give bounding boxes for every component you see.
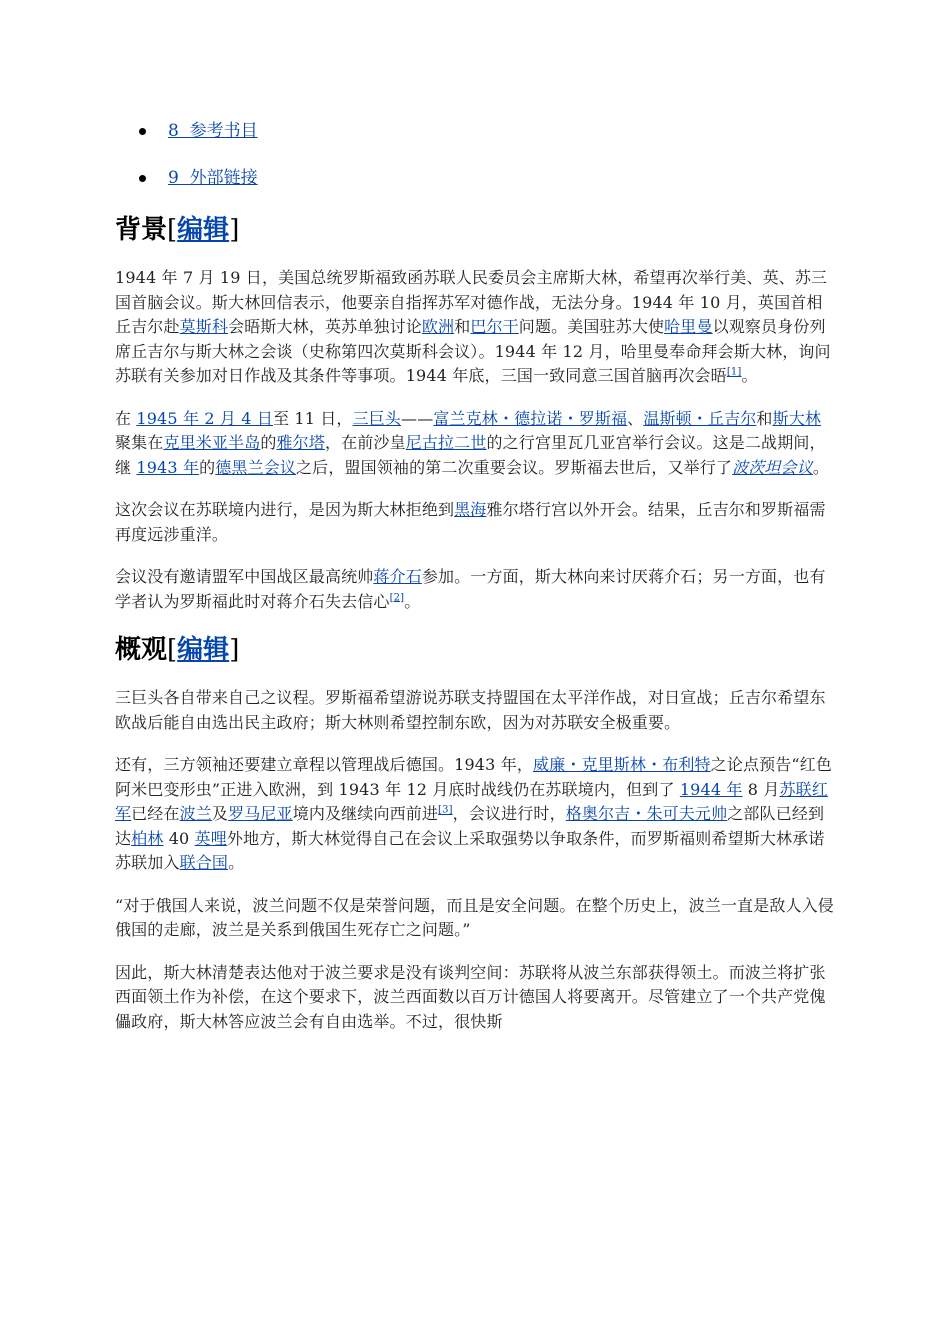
inline-link[interactable]: 富兰克林・德拉诺・罗斯福 <box>433 408 628 428</box>
inline-link[interactable]: 德黑兰会议 <box>215 457 297 477</box>
paragraph <box>115 565 835 614</box>
inline-link[interactable]: 英哩 <box>194 828 227 848</box>
text-run: 1944 年 7 月 19 日，美国总统罗斯福致函苏联人民委员会主席斯大林，希望再次举行美、英、苏三国首脑会议。斯大林回信表示，他要亲自指挥苏军对德作战，无法分身。1944 年 10 月，英国首相丘吉尔赴 <box>115 268 828 336</box>
inline-link[interactable]: 巴尔干 <box>470 317 519 336</box>
paragraph <box>115 961 835 1035</box>
inline-link[interactable]: 苏联红军 <box>115 779 828 823</box>
section-heading-background: 背景[编辑] <box>115 215 240 245</box>
inline-link[interactable]: 联合国 <box>179 853 229 872</box>
toc-item[interactable] <box>115 165 835 191</box>
inline-link[interactable]: 斯大林 <box>772 408 821 428</box>
text-run: 还有，三方领袖还要建立章程以管理战后德国。1943 年， <box>115 755 534 774</box>
text-run: 、 <box>627 408 644 428</box>
inline-link[interactable]: 欧洲 <box>421 317 455 336</box>
table-of-contents <box>115 118 835 191</box>
text-run: 以观察员身份列席丘吉尔与斯大林之会谈（史称第四次莫斯科会议）。1944 年 12 月，哈里曼奉命拜会斯大林，询问苏联有关参加对日作战及其条件等事项。1944 年底，三国一致同意三国首脑再次会晤 <box>115 317 831 385</box>
text-run: 境内及继续向西前进 <box>292 804 439 823</box>
paragraph <box>115 894 835 943</box>
section-body-overview <box>115 686 835 1034</box>
paragraph <box>115 686 835 735</box>
text-run: 这次会议在苏联境内进行，是因为斯大林拒绝到 <box>115 500 455 519</box>
text-run: 至 11 日， <box>273 408 353 428</box>
text-run: 雅尔塔行宫以外开会。结果，丘吉尔和罗斯福需再度远涉重洋。 <box>115 500 826 544</box>
edit-link[interactable]: 编辑 <box>177 215 230 245</box>
text-run: 。 <box>812 457 830 477</box>
citation <box>727 367 742 378</box>
bullet-icon <box>139 128 146 135</box>
inline-link[interactable]: 威廉・克里斯林・布利特 <box>533 755 711 774</box>
inline-link[interactable]: 黑海 <box>454 500 487 519</box>
inline-link[interactable]: 1943 年 <box>136 457 200 477</box>
inline-link[interactable]: 1944 年 <box>679 779 743 799</box>
text-run: 的 <box>199 457 216 477</box>
text-run: 会议没有邀请盟军中国战区最高统帅 <box>115 567 374 586</box>
edit-link[interactable]: 编辑 <box>177 635 230 665</box>
text-run: 会晤斯大林，英苏单独讨论 <box>228 317 422 336</box>
text-run: 及 <box>211 804 229 823</box>
text-run: 参加。一方面，斯大林向来讨厌蒋介石；另一方面，也有学者认为罗斯福此时对蒋介石失去信心 <box>115 567 826 611</box>
inline-link[interactable]: 蒋介石 <box>373 567 422 586</box>
text-run: 。 <box>741 366 758 385</box>
text-run: 之部队已经到达 <box>115 804 825 848</box>
article-body <box>115 118 835 1052</box>
citation-link[interactable]: [1] <box>726 366 742 378</box>
inline-link[interactable]: 柏林 <box>131 828 164 848</box>
paragraph <box>115 498 835 547</box>
text-run: 外地方，斯大林觉得自己在会议上采取强势以争取条件，而罗斯福则希望斯大林承诺苏联加入 <box>115 828 825 872</box>
text-run: 的 <box>260 433 277 452</box>
text-run: 40 <box>163 828 195 848</box>
inline-link[interactable]: 哈里曼 <box>664 317 713 336</box>
inline-link[interactable]: 温斯顿・丘吉尔 <box>643 408 757 428</box>
paragraph <box>115 266 835 389</box>
citation <box>438 805 453 816</box>
paragraph <box>115 407 835 481</box>
text-run: 8 月 <box>742 779 780 799</box>
paragraph <box>115 753 835 876</box>
text-run: 已经在 <box>131 804 180 823</box>
text-run: 。 <box>404 591 421 611</box>
section-heading-overview: 概观[编辑] <box>115 635 240 665</box>
inline-link[interactable]: 雅尔塔 <box>276 433 325 452</box>
toc-link[interactable]: 9 外部链接 <box>168 168 258 188</box>
text-run: 因此，斯大林清楚表达他对于波兰要求是没有谈判空间：苏联将从波兰东部获得领土。而波兰将扩张西面领土作为补偿，在这个要求下，波兰西面数以百万计德国人将要离开。尽管建立了一个共产党傀儡政府，斯大林答应波兰会有自由选举。不过，很快斯 <box>115 962 826 1031</box>
inline-link[interactable]: 格奥尔吉・朱可夫元帅 <box>565 804 728 823</box>
text-run: 问题。美国驻苏大使 <box>518 317 665 336</box>
text-run: 在 <box>115 408 137 428</box>
section-body-background <box>115 266 835 614</box>
text-run: 三巨头各自带来自己之议程。罗斯福希望游说苏联支持盟国在太平洋作战，对日宣战；丘吉尔希望东欧战后能自由选出民主政府；斯大林则希望控制东欧，因为对苏联安全极重要。 <box>115 688 826 732</box>
inline-link[interactable]: 尼古拉二世 <box>405 433 487 452</box>
inline-link[interactable]: 波兰 <box>179 804 212 823</box>
text-run: 。 <box>228 853 245 872</box>
citation-link[interactable]: [2] <box>389 592 405 604</box>
text-run: 和 <box>454 317 471 336</box>
text-run: 聚集在 <box>115 433 164 452</box>
bullet-icon <box>139 175 146 182</box>
inline-link[interactable]: 罗马尼亚 <box>228 804 293 823</box>
inline-link[interactable]: 波茨坦会议 <box>732 457 813 477</box>
text-run: “对于俄国人来说，波兰问题不仅是荣誉问题，而且是安全问题。在整个历史上，波兰一直是敌人入侵俄国的走廊，波兰是关系到俄国生死存亡之问题。” <box>115 895 834 939</box>
toc-link[interactable]: 8 参考书目 <box>168 121 258 141</box>
toc-item[interactable] <box>115 118 835 144</box>
text-run: 之后，盟国领袖的第二次重要会议。罗斯福去世后，又举行了 <box>296 457 733 477</box>
text-run: 的之行宫里瓦几亚宫举行会议。这是二战期间，继 <box>115 433 826 477</box>
text-run: 和 <box>756 408 773 428</box>
inline-link[interactable]: 三巨头 <box>352 408 402 428</box>
citation-link[interactable]: [3] <box>438 804 453 816</box>
text-run: —— <box>401 408 434 428</box>
text-run: 之论点预告“红色阿米巴变形虫”正进入欧洲，到 1943 年 12 月底时战线仍在苏联境内，但到了 <box>115 755 833 799</box>
citation <box>390 592 405 603</box>
inline-link[interactable]: 莫斯科 <box>179 317 229 336</box>
text-run: ，会议进行时， <box>452 804 566 823</box>
inline-link[interactable]: 克里米亚半岛 <box>163 433 261 452</box>
inline-link[interactable]: 1945 年 2 月 4 日 <box>136 408 273 428</box>
text-run: ，在前沙皇 <box>324 433 406 452</box>
